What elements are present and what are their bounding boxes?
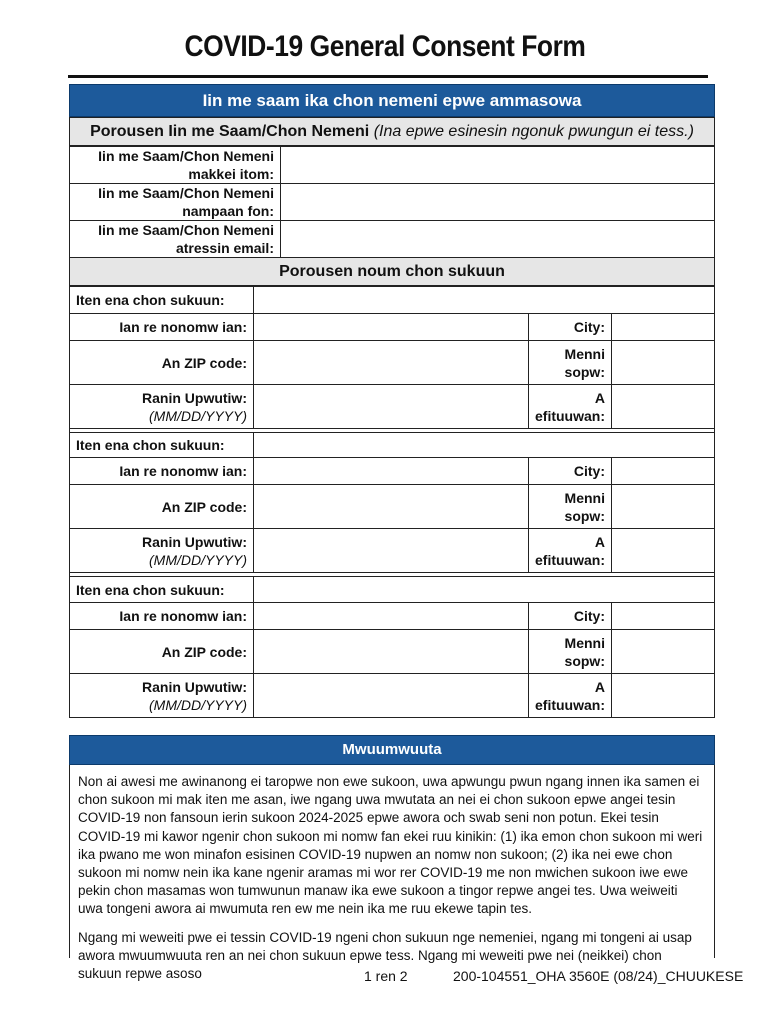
student-name-label: Iten ena chon sukuun: [70,433,254,458]
student-dob-field[interactable] [254,674,529,718]
guardian-subheader-note: (Ina epwe esinesin ngonuk pwungun ei tess.) [373,123,694,140]
guardian-row-name [70,147,715,184]
student-block-1 [69,286,715,429]
student-school-field[interactable] [254,603,529,630]
student-dob-label: Ranin Upwutiw: (MM/DD/YYYY) [70,674,254,718]
student-city-field[interactable] [612,458,715,485]
student-age-label: A efituuwan: [529,529,612,573]
student-age-field[interactable] [612,385,715,429]
student-grade-label: Menni sopw: [529,630,612,674]
student-name-label: Iten ena chon sukuun: [70,577,254,603]
student-school-field[interactable] [254,458,529,485]
student-grade-field[interactable] [612,630,715,674]
guardian-section-subheader [69,117,715,146]
student-zip-field[interactable] [254,485,529,529]
guardian-info-table [69,146,715,258]
student-zip-label: An ZIP code: [70,630,254,674]
student-age-label: A efituuwan: [529,385,612,429]
guardian-section-header: Iin me saam ika chon nemeni epwe ammasowa [69,84,715,117]
guardian-name-field[interactable] [281,147,715,184]
student-grade-field[interactable] [612,341,715,385]
student-dob-label: Ranin Upwutiw: (MM/DD/YYYY) [70,529,254,573]
student-zip-field[interactable] [254,341,529,385]
student-city-label: City: [529,603,612,630]
student-dob-field[interactable] [254,385,529,429]
student-city-field[interactable] [612,314,715,341]
page-number: 1 ren 2 [364,968,408,984]
guardian-email-label: Iin me Saam/Chon Nemeni atressin email: [70,221,281,258]
guardian-phone-label: Iin me Saam/Chon Nemeni nampaan fon: [70,184,281,221]
student-school-field[interactable] [254,314,529,341]
student-grade-label: Menni sopw: [529,485,612,529]
student-school-label: Ian re nonomw ian: [70,458,254,485]
student-age-field[interactable] [612,674,715,718]
student-name-label: Iten ena chon sukuun: [70,287,254,314]
student-grade-label: Menni sopw: [529,341,612,385]
form-identifier: 200-104551_OHA 3560E (08/24)_CHUUKESE [453,968,744,984]
student-name-field[interactable] [254,287,715,314]
student-zip-field[interactable] [254,630,529,674]
student-age-label: A efituuwan: [529,674,612,718]
student-city-label: City: [529,458,612,485]
consent-paragraph: Non ai awesi me awinanong ei taropwe non ewe sukoon, uwa apwungu pwun ngang innen ika samen ei chon sukoon mi mak iten me asan, iwe ngang uwa mwutata an nei ei chon sukoon epwe angei tesin COVID-19 non fansoun ierin sukoon 2024-2025 epwe awora och swab seni non potun. Ekei tesin COVID-19 mi kawor ngenir chon sukoon mi nomw fan ekei ruu kinikin: (1) ika emon chon sukoon mi weri ika pwano me won minafon esisinen COVID-19 nupwen an nomw non sukoon; (2) ika nei ewe chon sukoon mi nomw nein ika kane ngenir aramas mi wor rer COVID-19 me non mwichen sukoon iwe ewe pekin chon masamas won tumwunun manaw ika ewe sukoon a tingor repwe angei tes. Uwa weiweiti uwa tongeni awora ai mwumuta ren ew me nein ika me ruu ekewe tapin tes. [78,774,703,917]
student-block-2 [69,432,715,573]
guardian-subheader-title: Porousen Iin me Saam/Chon Nemeni [90,123,370,140]
consent-paragraph: Ngang mi weweiti pwe ei tessin COVID-19 ngeni chon sukuun nge nemeniei, ngang mi tongeni ai usap awora mwuumwuuta ren an nei chon sukuun epwe tess. Ngang mi weweiti pwe nei (neikkei) chon sukuun repwe asoso [78,929,692,982]
student-age-field[interactable] [612,529,715,573]
student-zip-label: An ZIP code: [70,485,254,529]
title-divider [68,75,708,78]
student-school-label: Ian re nonomw ian: [70,603,254,630]
student-dob-label: Ranin Upwutiw: (MM/DD/YYYY) [70,385,254,429]
student-name-field[interactable] [254,577,715,603]
consent-section-header: Mwuumwuuta [69,735,715,765]
guardian-row-email [70,221,715,258]
student-zip-label: An ZIP code: [70,341,254,385]
student-name-field[interactable] [254,433,715,458]
guardian-name-label: Iin me Saam/Chon Nemeni makkei itom: [70,147,281,184]
student-block-3 [69,576,715,718]
student-school-label: Ian re nonomw ian: [70,314,254,341]
student-grade-field[interactable] [612,485,715,529]
student-city-label: City: [529,314,612,341]
student-city-field[interactable] [612,603,715,630]
student-section-header: Porousen noum chon sukuun [69,257,715,286]
guardian-row-phone [70,184,715,221]
page-title: COVID-19 General Consent Form [184,30,586,63]
guardian-email-field[interactable] [281,221,715,258]
guardian-phone-field[interactable] [281,184,715,221]
student-dob-field[interactable] [254,529,529,573]
